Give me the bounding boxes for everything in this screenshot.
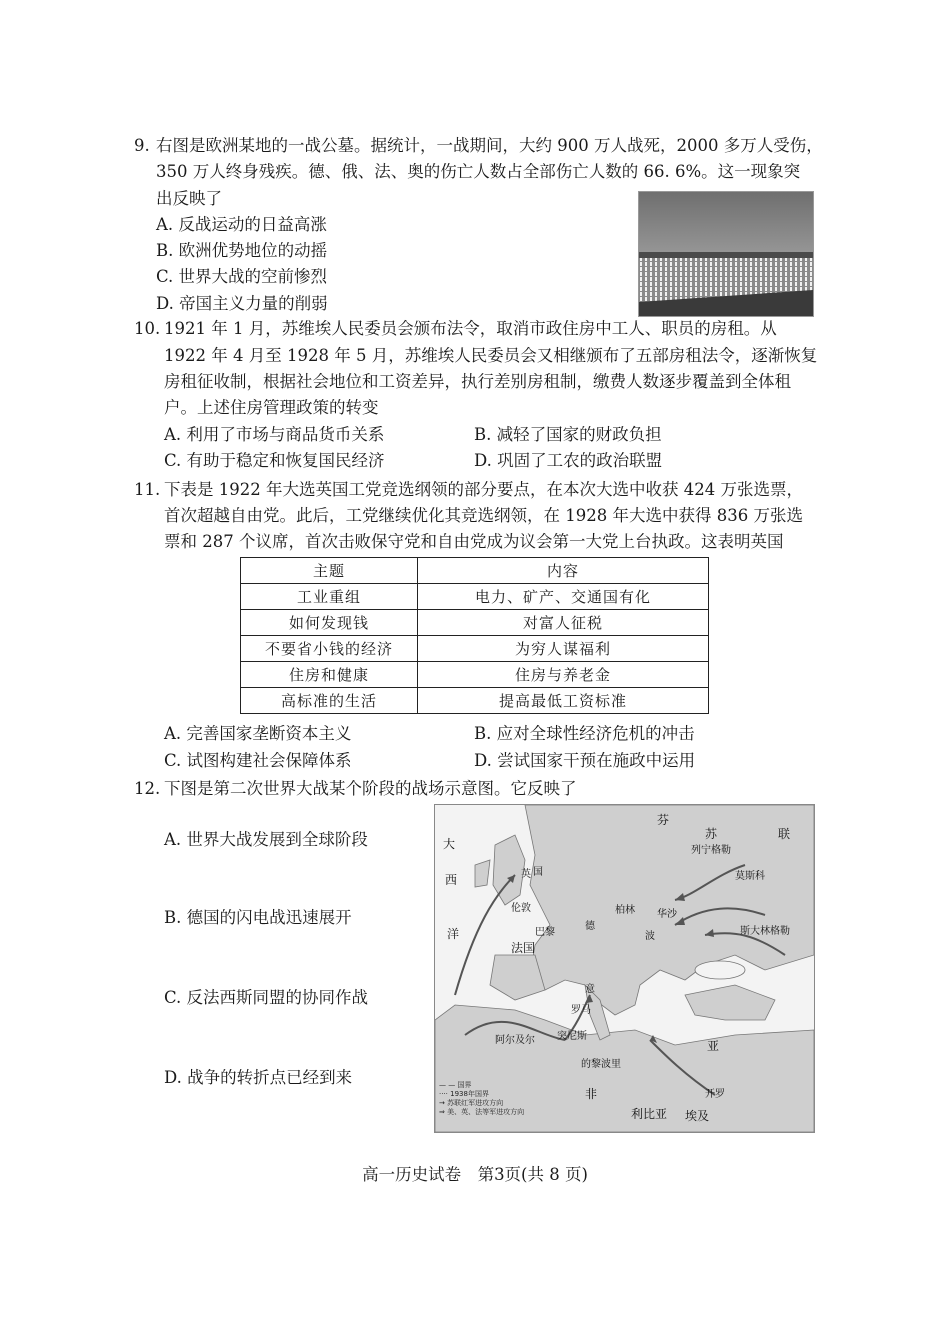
map-label-tripoli: 的黎波里 [581,1059,621,1070]
legend-item: → 苏联红军进攻方向 [439,1099,504,1107]
map-label-germany: 德 [585,921,595,932]
table-cell: 提高最低工资标准 [418,688,709,714]
q10-option-c: C. 有助于稳定和恢复国民经济 [164,451,385,470]
table-header-cell: 主题 [241,558,418,584]
q12-option-d: D. 战争的转折点已经到来 [164,1068,353,1087]
table-cell: 高标准的生活 [241,688,418,714]
map-label-italy: 意 [585,984,595,995]
legend-item: — — 国界 [439,1081,472,1089]
map-label-ocean-2: 西 [445,873,458,887]
table-cell: 对富人征税 [418,610,709,636]
q11-number: 11. [134,480,161,499]
q12-number: 12. [134,779,161,798]
map-label-soviet: 苏 [705,827,718,841]
q10-option-b: B. 减轻了国家的财政负担 [474,425,662,444]
table-row [241,662,709,688]
map-label-rome: 罗马 [571,1005,591,1016]
table-cell: 为穷人谋福利 [418,636,709,662]
table-cell: 电力、矿产、交通国有化 [418,584,709,610]
map-label-leningrad: 列宁格勒 [691,845,731,856]
map-label-asia: 亚 [707,1039,720,1053]
map-label-cairo: 开罗 [705,1089,725,1100]
q11-option-d: D. 尝试国家干预在施政中运用 [474,751,696,770]
map-label-algiers: 阿尔及尔 [495,1035,535,1046]
table-row [241,584,709,610]
map-label-libya: 利比亚 [631,1107,668,1121]
map-label-country: 国 [533,867,543,878]
q9-option-d: D. 帝国主义力量的削弱 [156,294,328,313]
map-label-stalingrad: 斯大林格勒 [740,926,790,937]
legend-item: ···· 1938年国界 [439,1090,489,1098]
map-label-ocean-1: 大 [443,837,456,851]
map-label-moscow: 莫斯科 [735,871,765,882]
q9-number: 9. [134,136,150,155]
q12-option-a: A. 世界大战发展到全球阶段 [164,830,368,849]
q10-stem-line: 房租征收制，根据社会地位和工资差异，执行差别房租制，缴费人数逐步覆盖到全体租 [164,372,791,391]
map-label-poland: 波 [645,931,655,942]
q10-stem-line: 1921 年 1 月，苏维埃人民委员会颁布法令，取消市政住房中工人、职员的房租。从 [164,319,777,338]
map-label-union: 联 [778,827,791,841]
q9-option-a: A. 反战运动的日益高涨 [156,215,327,234]
q10-number: 10. [134,319,161,338]
q11-stem-line: 票和 287 个议席，首次击败保守党和自由党成为议会第一大党上台执政。这表明英国 [164,532,784,551]
cemetery-photo-graphic [639,192,813,316]
table-row [241,688,709,714]
q10-stem-line: 1922 年 4 月至 1928 年 5 月，苏维埃人民委员会又相继颁布了五部房租法令，逐渐恢复 [164,346,818,365]
q11-option-b: B. 应对全球性经济危机的冲击 [474,724,695,743]
q9-stem-line: 右图是欧洲某地的一战公墓。据统计，一战期间，大约 900 万人战死，2000 多万人受伤， [156,136,823,155]
q10-option-d: D. 巩固了工农的政治联盟 [474,451,663,470]
map-label-ocean-3: 洋 [447,927,460,941]
map-label-warsaw: 华沙 [657,909,677,920]
q9-stem-line: 出反映了 [156,189,222,208]
q12-stem: 下图是第二次世界大战某个阶段的战场示意图。它反映了 [164,779,577,798]
table-header-cell: 内容 [418,558,709,584]
map-label-britain: 英 [521,869,531,880]
map-label-berlin: 柏林 [615,905,635,916]
map-label-egypt: 埃及 [685,1109,710,1123]
table-cell: 住房与养老金 [418,662,709,688]
map-label-tunis: 突尼斯 [557,1031,587,1042]
q9-option-c: C. 世界大战的空前惨烈 [156,267,328,286]
q11-stem-line: 首次超越自由党。此后，工党继续优化其竞选纲领，在 1928 年大选中获得 836 万张选 [164,506,803,525]
table-row [241,610,709,636]
table-cell: 如何发现钱 [241,610,418,636]
page-footer: 高一历史试卷 第3页(共 8 页) [362,1165,588,1184]
q10-stem-line: 户。上述住房管理政策的转变 [164,398,379,417]
table-header-row [241,558,709,584]
map-label-france: 法国 [511,941,536,955]
q11-option-c: C. 试图构建社会保障体系 [164,751,352,770]
ww2-battlefield-map [434,804,815,1133]
table-row [241,636,709,662]
cemetery-photo [638,191,814,317]
table-cell: 不要省小钱的经济 [241,636,418,662]
q11-option-a: A. 完善国家垄断资本主义 [164,724,352,743]
map-legend [439,1081,559,1117]
q12-option-b: B. 德国的闪电战迅速展开 [164,908,352,927]
q12-option-c: C. 反法西斯同盟的协同作战 [164,988,369,1007]
q9-option-b: B. 欧洲优势地位的动摇 [156,241,328,260]
map-label-finland: 芬 [657,813,670,827]
table-cell: 工业重组 [241,584,418,610]
q9-stem-line: 350 万人终身残疾。德、俄、法、奥的伤亡人数占全部伤亡人数的 66. 6%。这一现象突 [156,162,801,181]
map-label-paris: 巴黎 [535,927,555,938]
table-cell: 住房和健康 [241,662,418,688]
map-label-africa: 非 [585,1087,598,1101]
map-label-london: 伦敦 [511,903,531,914]
q11-stem-line: 下表是 1922 年大选英国工党竞选纲领的部分要点，在本次大选中收获 424 万张选票， [164,480,803,499]
q10-option-a: A. 利用了市场与商品货币关系 [164,425,385,444]
legend-item: ⇒ 美、英、法等军进攻方向 [439,1108,525,1116]
labour-platform-table [240,557,709,714]
